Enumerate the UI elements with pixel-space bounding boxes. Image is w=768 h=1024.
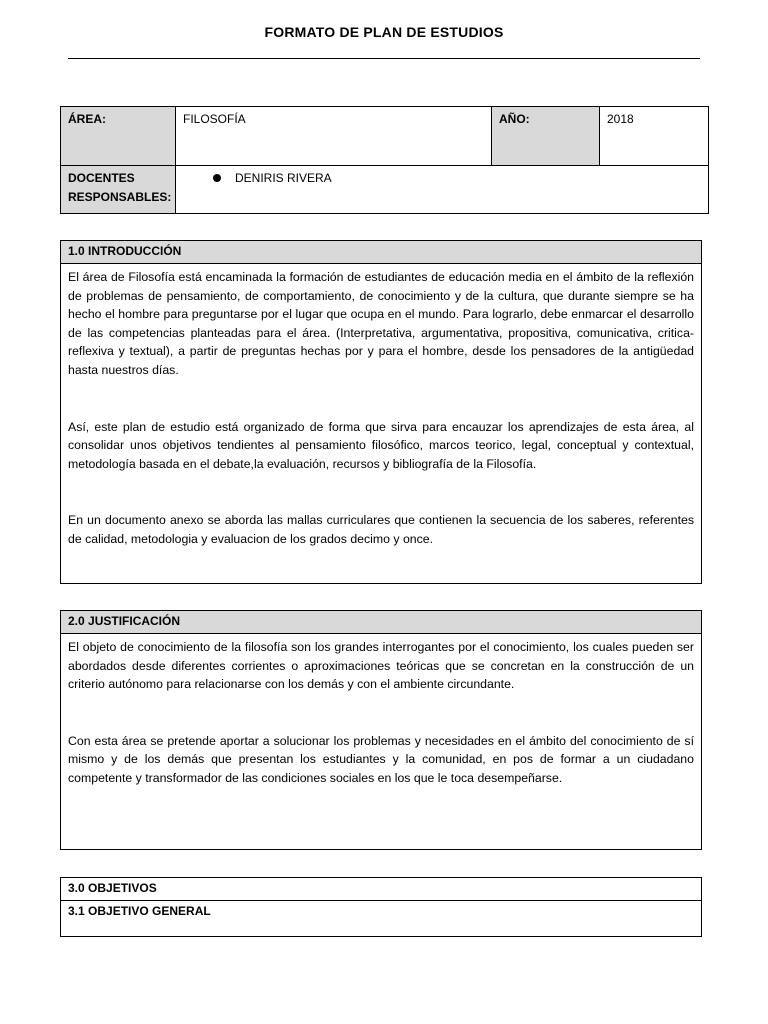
teacher-list-item <box>183 169 701 188</box>
area-label: ÁREA: <box>61 107 176 166</box>
teachers-label: DOCENTES RESPONSABLES: <box>61 166 176 214</box>
general-objective-heading: 3.1 OBJETIVO GENERAL <box>68 904 211 918</box>
year-label: AÑO: <box>492 107 600 166</box>
objectives-section <box>60 877 702 937</box>
introduction-paragraph-3: En un documento anexo se aborda las mallas curriculares que contienen la secuencia de los saberes, referentes de calidad, metodologia y evaluacion de los grados decimo y once. <box>68 513 694 546</box>
area-value: FILOSOFÍA <box>176 107 492 166</box>
objectives-heading: 3.0 OBJETIVOS <box>61 878 701 901</box>
justification-paragraph-1: El objeto de conocimiento de la filosofía son los grandes interrogantes por el conocimiento, los cuales pueden ser abordados desde diferentes corrientes o aproximaciones teóricas que se concretan en la construcción de un criterio autónomo para relacionarse con los demás y con el ambiente circundante. <box>68 640 694 692</box>
justification-paragraph-2: Con esta área se pretende aportar a solucionar los problemas y necesidades en el ámbito del conocimiento de sí mismo y de los demás que presentan los estudiantes y la comunidad, en pos de formar a un ciudadano competente y transformador de las condiciones sociales en los que le toca desempeñarse. <box>68 733 694 785</box>
bullet-icon <box>213 174 221 182</box>
introduction-body <box>61 264 701 553</box>
title-underline <box>68 58 700 59</box>
introduction-paragraph-2: Así, este plan de estudio está organizado de forma que sirva para encauzar los aprendizajes de esta área, al consolidar unos objetivos tendientes al pensamiento filosófico, marcos teorico, legal, conceptual y contextual, metodología basada en el debate,la evaluación, recursos y bibliografía de la Filosofía. <box>68 419 694 471</box>
introduction-section <box>60 240 702 584</box>
teachers-cell <box>176 166 709 214</box>
year-value: 2018 <box>600 107 709 166</box>
justification-section <box>60 610 702 850</box>
header-table <box>60 106 709 214</box>
teacher-name: DENIRIS RIVERA <box>235 171 332 185</box>
justification-body <box>61 634 701 792</box>
introduction-heading: 1.0 INTRODUCCIÓN <box>61 241 701 264</box>
document-title: FORMATO DE PLAN DE ESTUDIOS <box>264 24 504 40</box>
introduction-paragraph-1: El área de Filosofía está encaminada la formación de estudiantes de educación media en el ámbito de la reflexión de problemas de pensamiento, de comportamiento, de conocimiento y de la cultura, que durante siempre se ha hecho el hombre para preguntarse por el lugar que ocupa en el mundo. Para lograrlo, debe enmarcar el desarrollo de las competencias planteadas para el área. (Interpretativa, argumentativa, propositiva, comunicativa, critica- reflexiva y textual), a partir de preguntas hechas por y para el hombre, desde los pensadores de la antigüedad hasta nuestros días. <box>68 270 694 377</box>
justification-heading: 2.0 JUSTIFICACIÓN <box>61 611 701 634</box>
